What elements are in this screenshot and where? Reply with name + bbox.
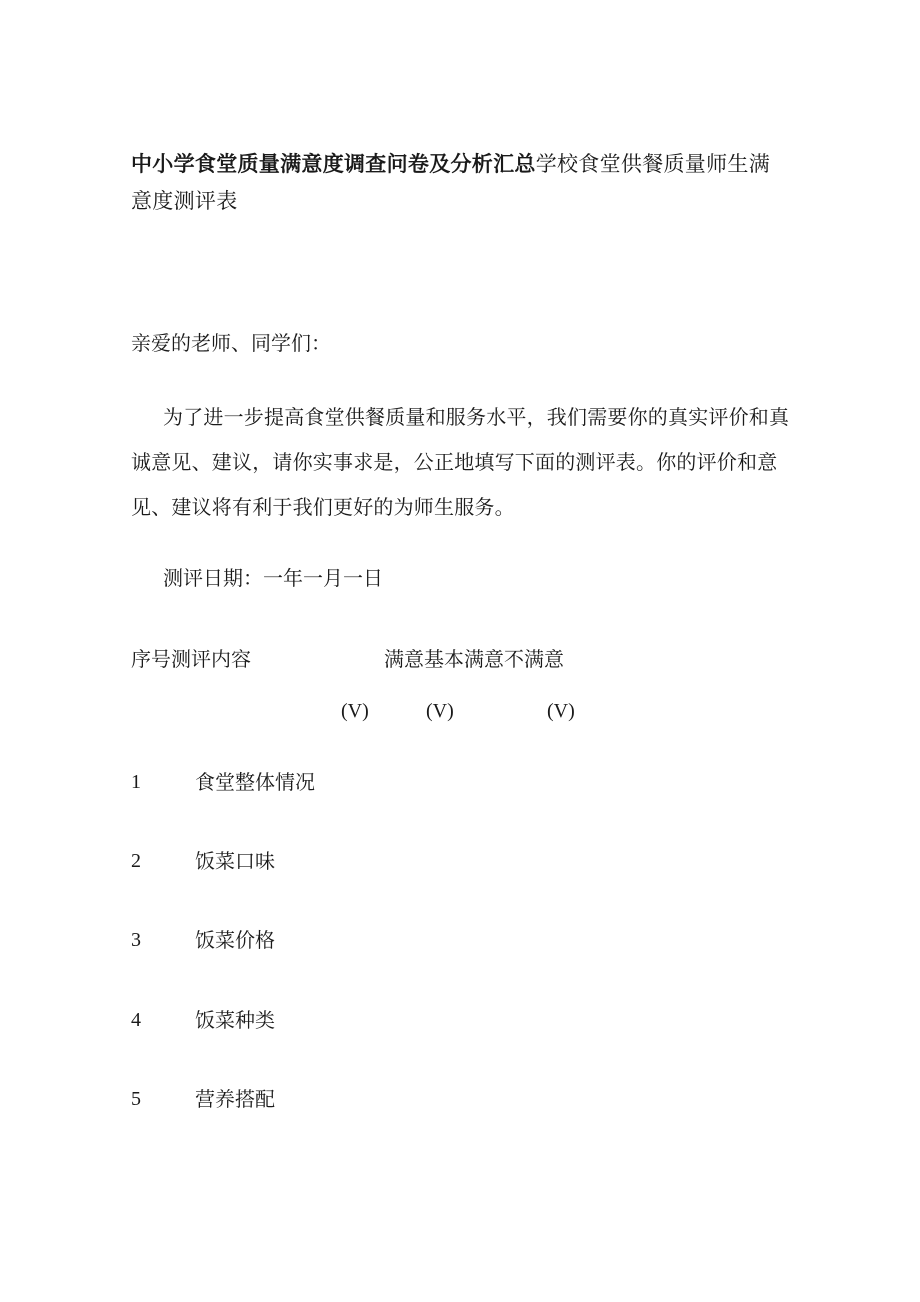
row-content: 饭菜种类 (195, 1008, 275, 1032)
page-title (131, 146, 791, 220)
row-content: 营养搭配 (195, 1087, 275, 1111)
row-number: 4 (131, 1009, 141, 1031)
table-header-ratings: 满意基本满意不满意 (384, 647, 564, 671)
mark-basically-satisfied: (V) (426, 700, 454, 722)
row-content: 食堂整体情况 (195, 770, 315, 794)
row-number: 3 (131, 929, 141, 951)
table-header-seq-content: 序号测评内容 (131, 647, 251, 671)
mark-unsatisfied: (V) (547, 700, 575, 722)
salutation: 亲爱的老师、同学们： (131, 331, 331, 355)
evaluation-date: 测评日期：一年一月一日 (163, 566, 383, 590)
intro-paragraph: 为了进一步提高食堂供餐质量和服务水平，我们需要你的真实评价和真诚意见、建议，请你实事求是，公正地填写下面的测评表。你的评价和意见、建议将有利于我们更好的为师生服务。 (131, 405, 790, 519)
row-content: 饭菜价格 (195, 928, 275, 952)
row-content: 饭菜口味 (195, 849, 275, 873)
row-number: 5 (131, 1088, 141, 1110)
mark-satisfied: (V) (341, 700, 369, 722)
row-number: 1 (131, 771, 141, 793)
title-part-1: 中小学食堂质量满意度调查问卷及分析汇总 (131, 152, 536, 176)
row-number: 2 (131, 850, 141, 872)
title-part-2: 学校食堂供餐质量师生满意度测评表 (131, 152, 771, 213)
